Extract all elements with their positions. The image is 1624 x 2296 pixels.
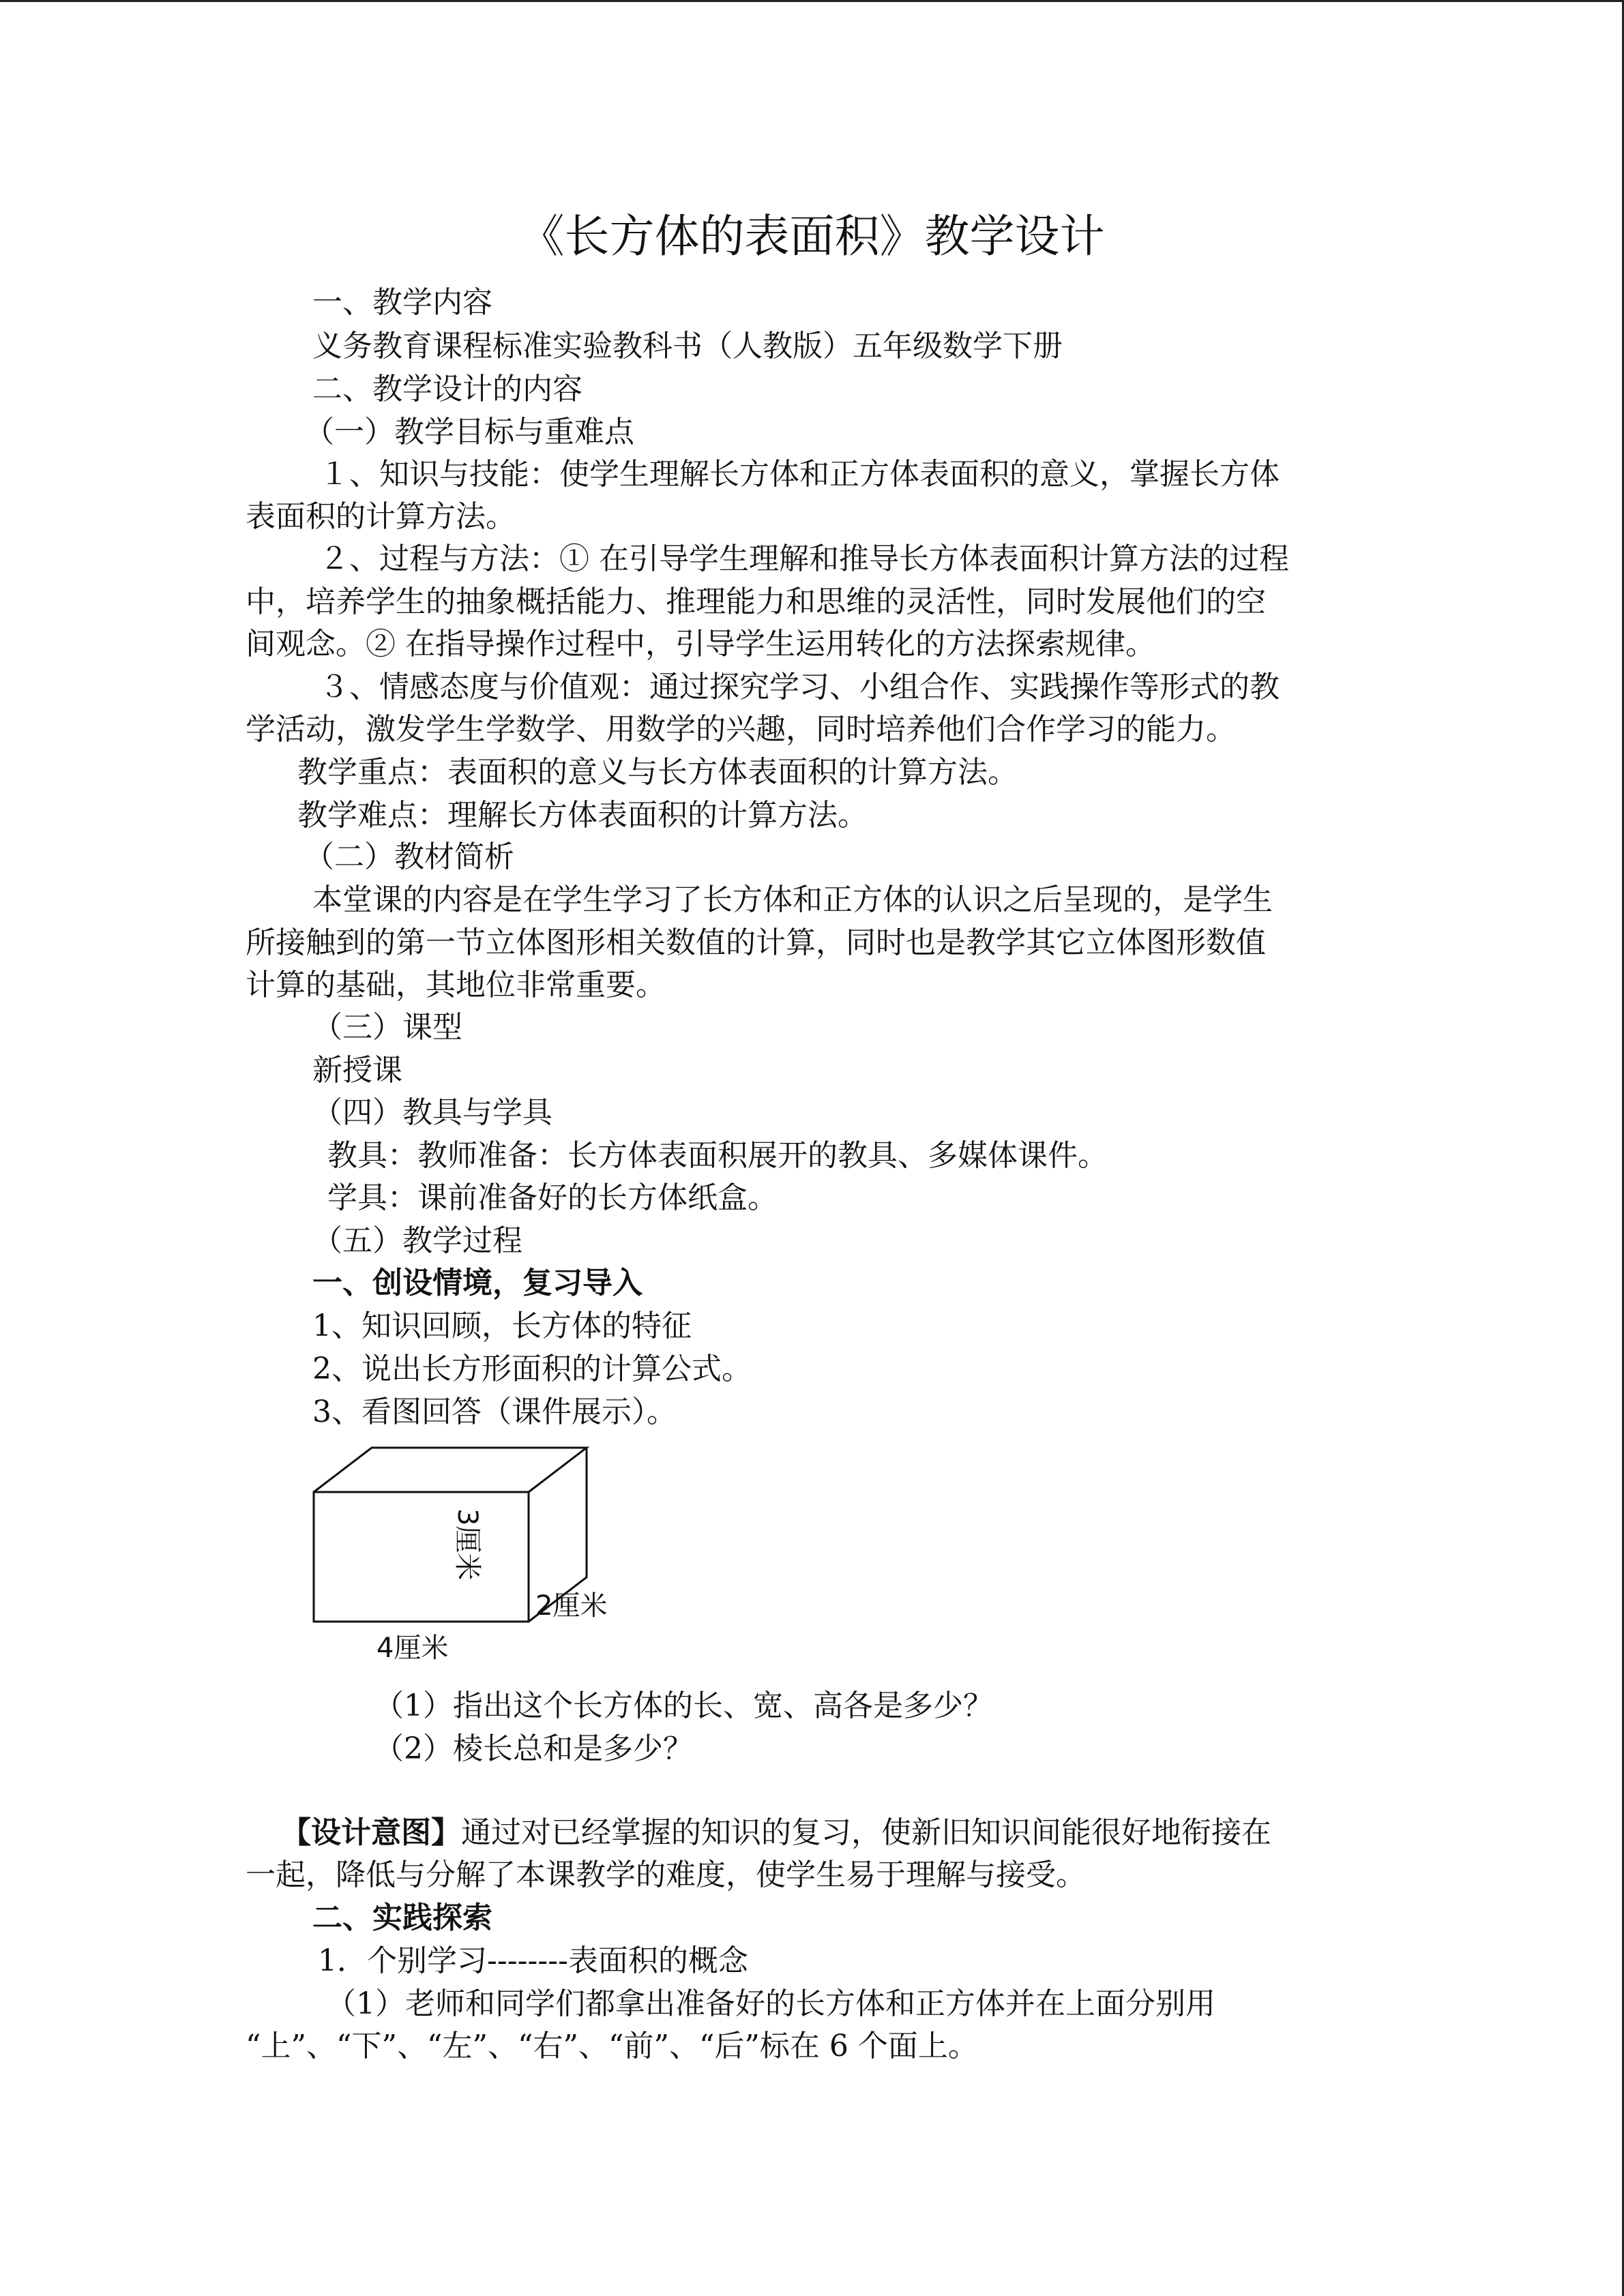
heading-lesson-type: （三）课型	[312, 1010, 462, 1045]
section-1-heading: 一、创设情境，复习导入	[312, 1266, 643, 1300]
lesson-type-value: 新授课	[312, 1053, 402, 1088]
heading-teaching-process: （五）教学过程	[312, 1223, 522, 1258]
activity-line-2: “上”、“下”、“左”、“右”、“前”、“后”标在 6 个面上。	[246, 2029, 978, 2063]
student-aids: 学具：课前准备好的长方体纸盒。	[327, 1180, 778, 1215]
heading-material-analysis: （二）教材简析	[304, 839, 514, 874]
question-2: （2）棱长总和是多少？	[374, 1731, 693, 1766]
design-intent-line-1	[281, 1813, 1271, 1853]
review-item-2: 2、说出长方形面积的计算公式。	[312, 1352, 752, 1386]
design-intent-text: 通过对已经掌握的知识的复习，使新旧知识间能很好地衔接在	[461, 1815, 1271, 1850]
objective-1-line-1: １、知识与技能：使学生理解长方体和正方体表面积的意义，掌握长方体	[319, 457, 1280, 492]
objective-2-line-2: 中，培养学生的抽象概括能力、推理能力和思维的灵活性，同时发展他们的空	[246, 584, 1266, 619]
cuboid-figure	[300, 1437, 641, 1669]
teacher-aids: 教具：教师准备：长方体表面积展开的教具、多媒体课件。	[327, 1138, 1108, 1173]
cuboid-diagram	[300, 1437, 641, 1669]
cuboid-top-face	[314, 1448, 587, 1492]
heading-teaching-content: 一、教学内容	[312, 285, 492, 320]
review-item-1: 1、知识回顾，长方体的特征	[312, 1309, 692, 1343]
question-1: （1）指出这个长方体的长、宽、高各是多少？	[374, 1688, 993, 1723]
objective-3-line-2: 学活动，激发学生学数学、用数学的兴趣，同时培养他们合作学习的能力。	[246, 712, 1236, 747]
objective-1-line-2: 表面积的计算方法。	[246, 499, 516, 534]
heading-objectives: （一）教学目标与重难点	[304, 415, 634, 449]
document-title: 《长方体的表面积》教学设计	[519, 210, 1105, 263]
page-edge-top	[0, 0, 1624, 2]
objective-2-line-3: 间观念。② 在指导操作过程中，引导学生运用转化的方法探索规律。	[246, 627, 1155, 661]
objective-3-line-1: ３、情感态度与价值观：通过探究学习、小组合作、实践操作等形式的教	[319, 670, 1280, 704]
objective-2-line-1: ２、过程与方法：① 在引导学生理解和推导长方体表面积计算方法的过程	[319, 541, 1289, 576]
width-label: 2厘米	[535, 1590, 608, 1622]
activity-line-1: （1）老师和同学们都拿出准备好的长方体和正方体并在上面分别用	[326, 1986, 1215, 2021]
design-intent-line-2: 一起，降低与分解了本课教学的难度，使学生易于理解与接受。	[246, 1858, 1086, 1892]
difficult-point: 教学难点：理解长方体表面积的计算方法。	[297, 798, 868, 833]
design-intent-label: 【设计意图】	[281, 1815, 461, 1850]
textbook-line: 义务教育课程标准实验教科书（人教版）五年级数学下册	[312, 329, 1063, 363]
length-label: 4厘米	[377, 1632, 449, 1664]
individual-study-line: 1．个别学习--------表面积的概念	[318, 1943, 748, 1978]
cuboid-front-face	[314, 1492, 529, 1622]
heading-teaching-aids: （四）教具与学具	[312, 1095, 552, 1130]
material-line-2: 所接触到的第一节立体图形相关数值的计算，同时也是教学其它立体图形数值	[246, 925, 1266, 960]
material-line-1: 本堂课的内容是在学生学习了长方体和正方体的认识之后呈现的，是学生	[312, 882, 1273, 917]
key-point: 教学重点：表面积的意义与长方体表面积的计算方法。	[297, 755, 1018, 790]
heading-design-content: 二、教学设计的内容	[312, 372, 582, 406]
material-line-3: 计算的基础，其地位非常重要。	[246, 968, 666, 1002]
section-2-heading: 二、实践探索	[312, 1900, 492, 1935]
review-item-3: 3、看图回答（课件展示）。	[312, 1395, 677, 1429]
height-label: 3厘米	[452, 1508, 483, 1581]
